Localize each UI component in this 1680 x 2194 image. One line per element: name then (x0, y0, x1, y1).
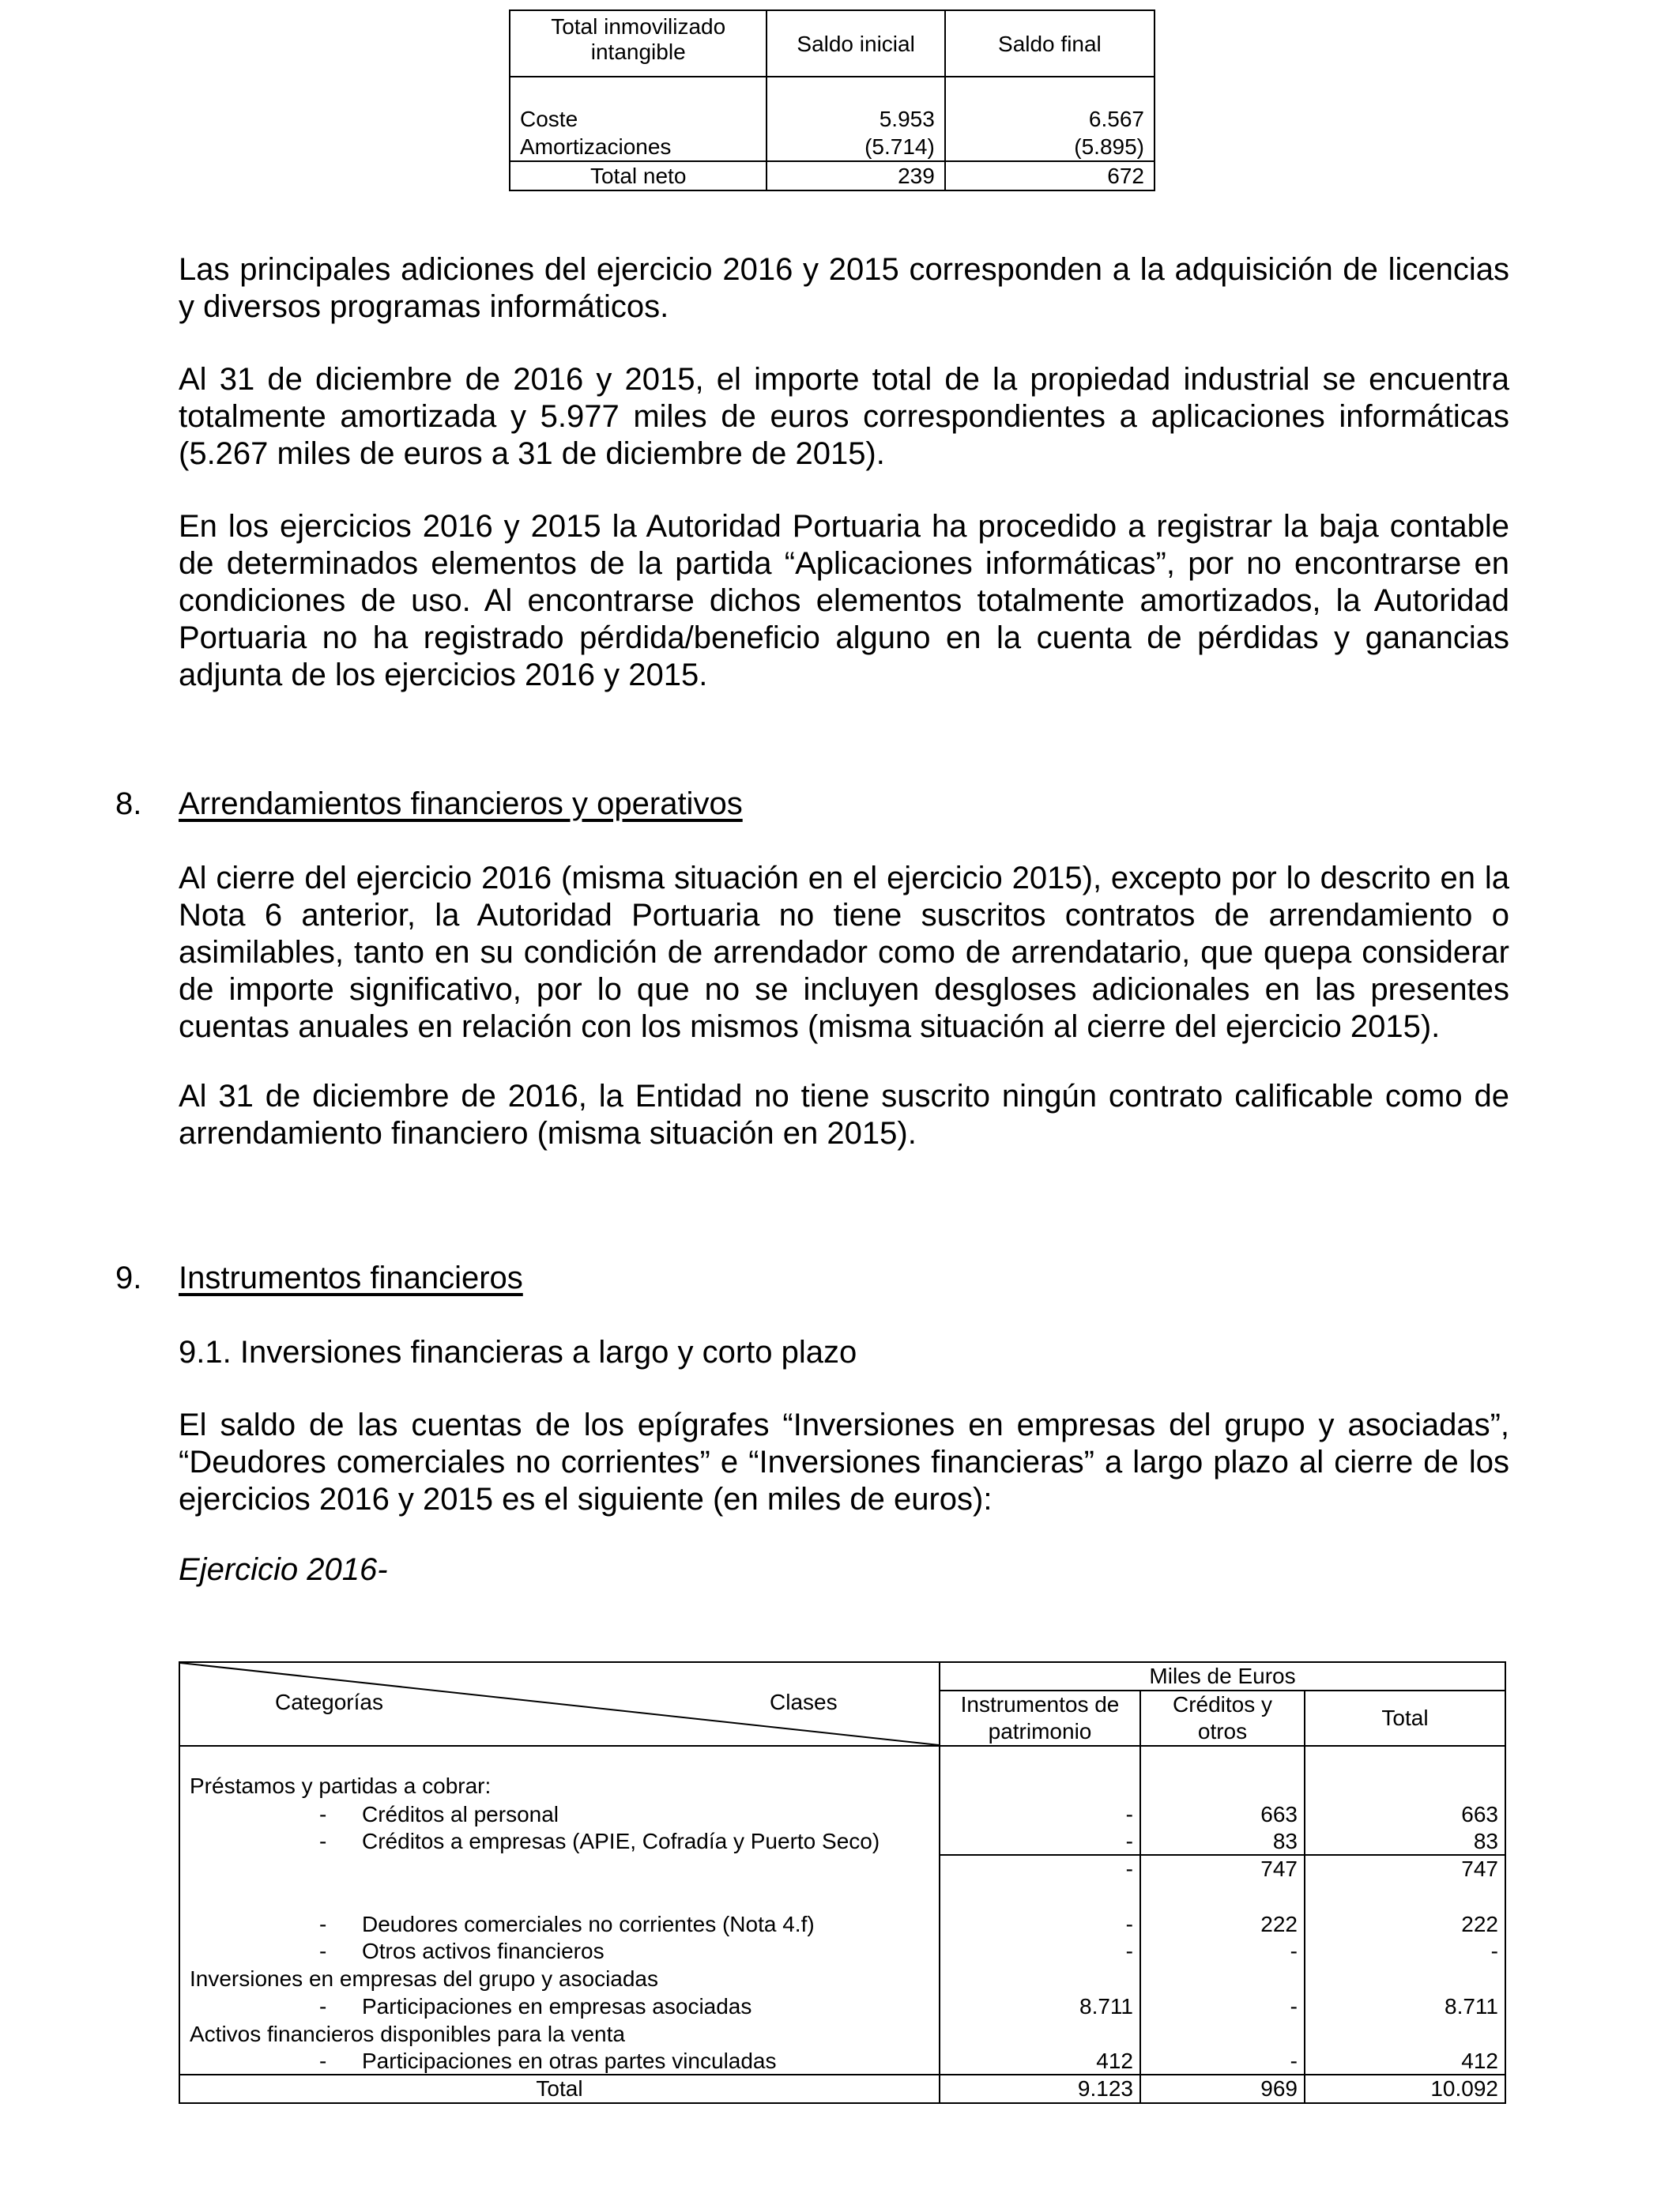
header-line: intangible (590, 40, 686, 64)
paragraph-arrendamiento-financiero: Al 31 de diciembre de 2016, la Entidad no tiene suscrito ningún contrato calificable como de arrendamiento financiero (misma situación en 2015). (179, 1079, 1509, 1151)
paragraph-baja-contable: En los ejercicios 2016 y 2015 la Autoridad Portuaria ha procedido a registrar la baja contable de determinados elementos de la partida “Aplicaciones informáticas”, por no encontrarse en condiciones de uso. Al encontrarse dichos elementos totalmente amortizados, la Autoridad Portuaria no ha registrado pérdida/beneficio alguno en la cuenta de pérdidas y ganancias adjunta de los ejercicios 2016 y 2015. (179, 509, 1509, 692)
header-saldo-final: Saldo final (945, 10, 1155, 77)
group-label: Préstamos y partidas a cobrar: (190, 1774, 492, 1798)
header-instrumentos: Instrumentos de (960, 1692, 1120, 1717)
row-label: Deudores comerciales no corrientes (Nota 4.f) (362, 1912, 815, 1936)
row-total: 222 (1461, 1912, 1498, 1936)
table-divider (1304, 1690, 1305, 2104)
header-creditos: otros (1197, 1719, 1248, 1744)
row-cred: 747 (1260, 1857, 1298, 1881)
group-label: Inversiones en empresas del grupo y asociadas (190, 1966, 659, 1991)
header-creditos: Créditos y (1172, 1692, 1273, 1717)
financial-investments-table (179, 1661, 1506, 2104)
header-saldo-inicial: Saldo inicial (767, 10, 944, 77)
header-categorias: Categorías (275, 1690, 383, 1714)
header-instrumentos: patrimonio (988, 1719, 1092, 1744)
row-label: Créditos a empresas (APIE, Cofradía y Puerto Seco) (362, 1829, 880, 1853)
row-value: (5.895) (945, 133, 1155, 161)
row-cred: 222 (1260, 1912, 1298, 1936)
section-title: Arrendamientos financieros y operativos (179, 786, 743, 821)
row-dash: - (319, 2049, 327, 2073)
table-divider (1139, 1690, 1141, 2104)
row-dash: - (319, 1939, 327, 1963)
table-total-row (510, 161, 1155, 190)
row-cred: 663 (1260, 1802, 1298, 1826)
row-cred: - (1290, 1994, 1298, 2019)
row-label: Créditos al personal (362, 1802, 559, 1826)
total-cred: 969 (1260, 2076, 1298, 2101)
total-value: 239 (767, 161, 944, 190)
row-instr: - (1125, 1857, 1133, 1881)
row-label: Participaciones en empresas asociadas (362, 1994, 752, 2019)
row-label: Coste (510, 105, 767, 133)
row-instr: 8.711 (1079, 1994, 1133, 2019)
row-value: 6.567 (945, 105, 1155, 133)
header-clases: Clases (770, 1690, 838, 1714)
section-number: 8. (115, 786, 142, 821)
paragraph-arrendamientos: Al cierre del ejercicio 2016 (misma situación en el ejercicio 2015), excepto por lo descrito en la Nota 6 anterior, la Autoridad Portuaria no tiene suscritos contratos de arrendamiento o asimilables, tanto en su condición de arrendador como de arrendatario, que quepa considerar de importe significativo, por lo que no se incluyen desgloses adicionales en las presentes cuentas anuales en relación con los mismos (misma situación al cierre del ejercicio 2015). (179, 861, 1509, 1044)
row-total: 412 (1461, 2049, 1498, 2073)
row-dash: - (319, 1802, 327, 1826)
row-instr: - (1125, 1912, 1133, 1936)
row-cred: - (1290, 1939, 1298, 1963)
paragraph-saldo-cuentas: El saldo de las cuentas de los epígrafes “Inversiones en empresas del grupo y asociadas”, “Deudores comerciales no corrientes” e “Inversiones financieras” a largo plazo al cierre de los ejercicios 2016 y 2015 es el siguiente (en miles de euros): (179, 1408, 1509, 1517)
row-cred: - (1290, 2049, 1298, 2073)
group-label: Activos financieros disponibles para la venta (190, 2022, 625, 2046)
paragraph-propiedad-industrial: Al 31 de diciembre de 2016 y 2015, el importe total de la propiedad industrial se encuentra totalmente amortizada y 5.977 miles de euros correspondientes a aplicaciones informáticas (5.267 miles de euros a 31 de diciembre de 2015). (179, 362, 1509, 471)
section-number: 9. (115, 1261, 142, 1295)
table-header-row (510, 10, 1155, 77)
total-instr: 9.123 (1077, 2076, 1133, 2101)
row-cred: 83 (1272, 1829, 1298, 1853)
row-instr: - (1125, 1802, 1133, 1826)
row-value: 5.953 (767, 105, 944, 133)
header-total: Total (1381, 1706, 1429, 1730)
row-dash: - (319, 1912, 327, 1936)
row-total: 8.711 (1445, 1994, 1498, 2019)
row-total: 747 (1461, 1857, 1498, 1881)
ejercicio-label: Ejercicio 2016- (179, 1552, 388, 1587)
row-instr: - (1125, 1939, 1133, 1963)
row-total: 663 (1461, 1802, 1498, 1826)
total-total: 10.092 (1430, 2076, 1498, 2101)
total-label: Total neto (510, 161, 767, 190)
row-label: Participaciones en otras partes vinculadas (362, 2049, 777, 2073)
table-border (1505, 1661, 1506, 2104)
total-value: 672 (945, 161, 1155, 190)
row-value: (5.714) (767, 133, 944, 161)
row-dash: - (319, 1829, 327, 1853)
header-total-inmovilizado (510, 10, 767, 77)
subsection-9-1-title: 9.1. Inversiones financieras a largo y corto plazo (179, 1335, 857, 1370)
intangible-assets-table (509, 9, 1155, 191)
section-title: Instrumentos financieros (179, 1261, 523, 1295)
row-instr: - (1125, 1829, 1133, 1853)
row-dash: - (319, 1994, 327, 2019)
section-9-heading (115, 1260, 523, 1297)
total-label: Total (536, 2076, 583, 2101)
table-row (510, 105, 1155, 133)
row-total: 83 (1473, 1829, 1498, 1853)
table-border (179, 2102, 1506, 2104)
row-label: Amortizaciones (510, 133, 767, 161)
paragraph-adiciones: Las principales adiciones del ejercicio 2016 y 2015 corresponden a la adquisición de licencias y diversos programas informáticos. (179, 252, 1509, 324)
header-line: Total inmovilizado (551, 14, 726, 39)
table-row (510, 133, 1155, 161)
row-label: Otros activos financieros (362, 1939, 605, 1963)
row-total: - (1490, 1939, 1498, 1963)
section-8-heading (115, 786, 743, 823)
header-miles-de-euros: Miles de Euros (1149, 1664, 1296, 1688)
row-instr: 412 (1096, 2049, 1133, 2073)
